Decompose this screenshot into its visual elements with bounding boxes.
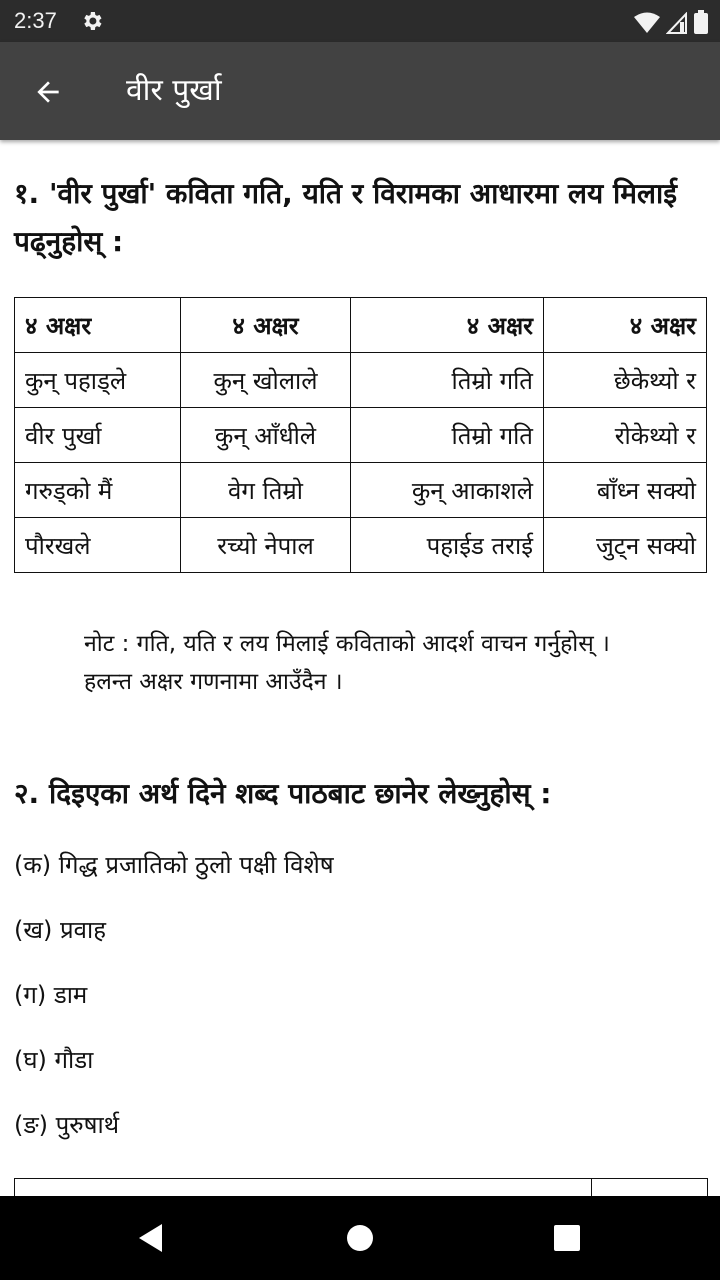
table-row bbox=[15, 463, 707, 518]
wifi-icon bbox=[634, 12, 660, 34]
table-cell: कुन् आँधीले bbox=[181, 408, 351, 463]
cellular-signal-icon bbox=[666, 12, 688, 34]
app-bar bbox=[0, 42, 720, 140]
navigation-bar bbox=[0, 1196, 720, 1280]
table-cell: वेग तिम्रो bbox=[181, 463, 351, 518]
table-cell: कुन् पहाड्ले bbox=[15, 353, 181, 408]
question-2-items bbox=[14, 845, 334, 1170]
lesson-content[interactable] bbox=[0, 140, 720, 1196]
table-cell: बाँध्न सक्यो bbox=[544, 463, 707, 518]
nav-back-button[interactable] bbox=[126, 1214, 174, 1262]
table-cell: कुन् खोलाले bbox=[181, 353, 351, 408]
table-cell: तिम्रो गति bbox=[351, 353, 544, 408]
list-item: (ग) डाम bbox=[14, 981, 88, 1009]
list-item: (ङ) पुरुषार्थ bbox=[14, 1111, 120, 1139]
table-header-row bbox=[15, 298, 707, 353]
table-cell: कुन् आकाशले bbox=[351, 463, 544, 518]
back-triangle-icon bbox=[136, 1222, 164, 1254]
table-cell: पहाईड तराई bbox=[351, 518, 544, 573]
page-title: वीर पुर्खा bbox=[126, 73, 222, 108]
list-item: (ख) प्रवाह bbox=[14, 916, 106, 944]
status-bar bbox=[0, 0, 720, 42]
status-time: 2:37 bbox=[14, 8, 57, 33]
table-cell: छेकेथ्यो र bbox=[544, 353, 707, 408]
table-cell: रोकेथ्यो र bbox=[544, 408, 707, 463]
nav-home-button[interactable] bbox=[336, 1214, 384, 1262]
table-row bbox=[15, 518, 707, 573]
battery-icon bbox=[694, 10, 708, 34]
table-cell: रच्यो नेपाल bbox=[181, 518, 351, 573]
arrow-back-icon bbox=[32, 76, 64, 108]
table-cell: वीर पुर्खा bbox=[15, 408, 181, 463]
table-header: ४ अक्षर bbox=[15, 298, 181, 353]
question-1-heading: १. 'वीर पुर्खा' कविता गति, यति र विरामका आधारमा लय मिलाई पढ्नुहोस् : bbox=[14, 177, 677, 258]
table-header: ४ अक्षर bbox=[544, 298, 707, 353]
nav-recents-button[interactable] bbox=[543, 1214, 591, 1262]
table-cell: जुट्न सक्यो bbox=[544, 518, 707, 573]
settings-gear-icon bbox=[80, 9, 104, 33]
table-cell: गरुड्को मैं bbox=[15, 463, 181, 518]
table-divider bbox=[591, 1179, 592, 1196]
table-cell: पौरखले bbox=[15, 518, 181, 573]
table-cell: तिम्रो गति bbox=[351, 408, 544, 463]
list-item: (क) गिद्ध प्रजातिको ठुलो पक्षी विशेष bbox=[14, 851, 334, 879]
table-row bbox=[15, 353, 707, 408]
home-circle-icon bbox=[346, 1224, 374, 1252]
table-header: ४ अक्षर bbox=[351, 298, 544, 353]
syllable-table bbox=[14, 297, 707, 573]
recents-square-icon bbox=[553, 1224, 581, 1252]
list-item: (घ) गौडा bbox=[14, 1046, 94, 1074]
back-button[interactable] bbox=[24, 68, 72, 116]
table-header: ४ अक्षर bbox=[181, 298, 351, 353]
answer-table-partial bbox=[14, 1178, 708, 1196]
table-row bbox=[15, 408, 707, 463]
note-text: नोट : गति, यति र लय मिलाई कविताको आदर्श वाचन गर्नुहोस् । हलन्त अक्षर गणनामा आउँदैन । bbox=[84, 631, 610, 695]
question-2-heading: २. दिइएका अर्थ दिने शब्द पाठबाट छानेर लेख्नुहोस् : bbox=[14, 777, 552, 810]
